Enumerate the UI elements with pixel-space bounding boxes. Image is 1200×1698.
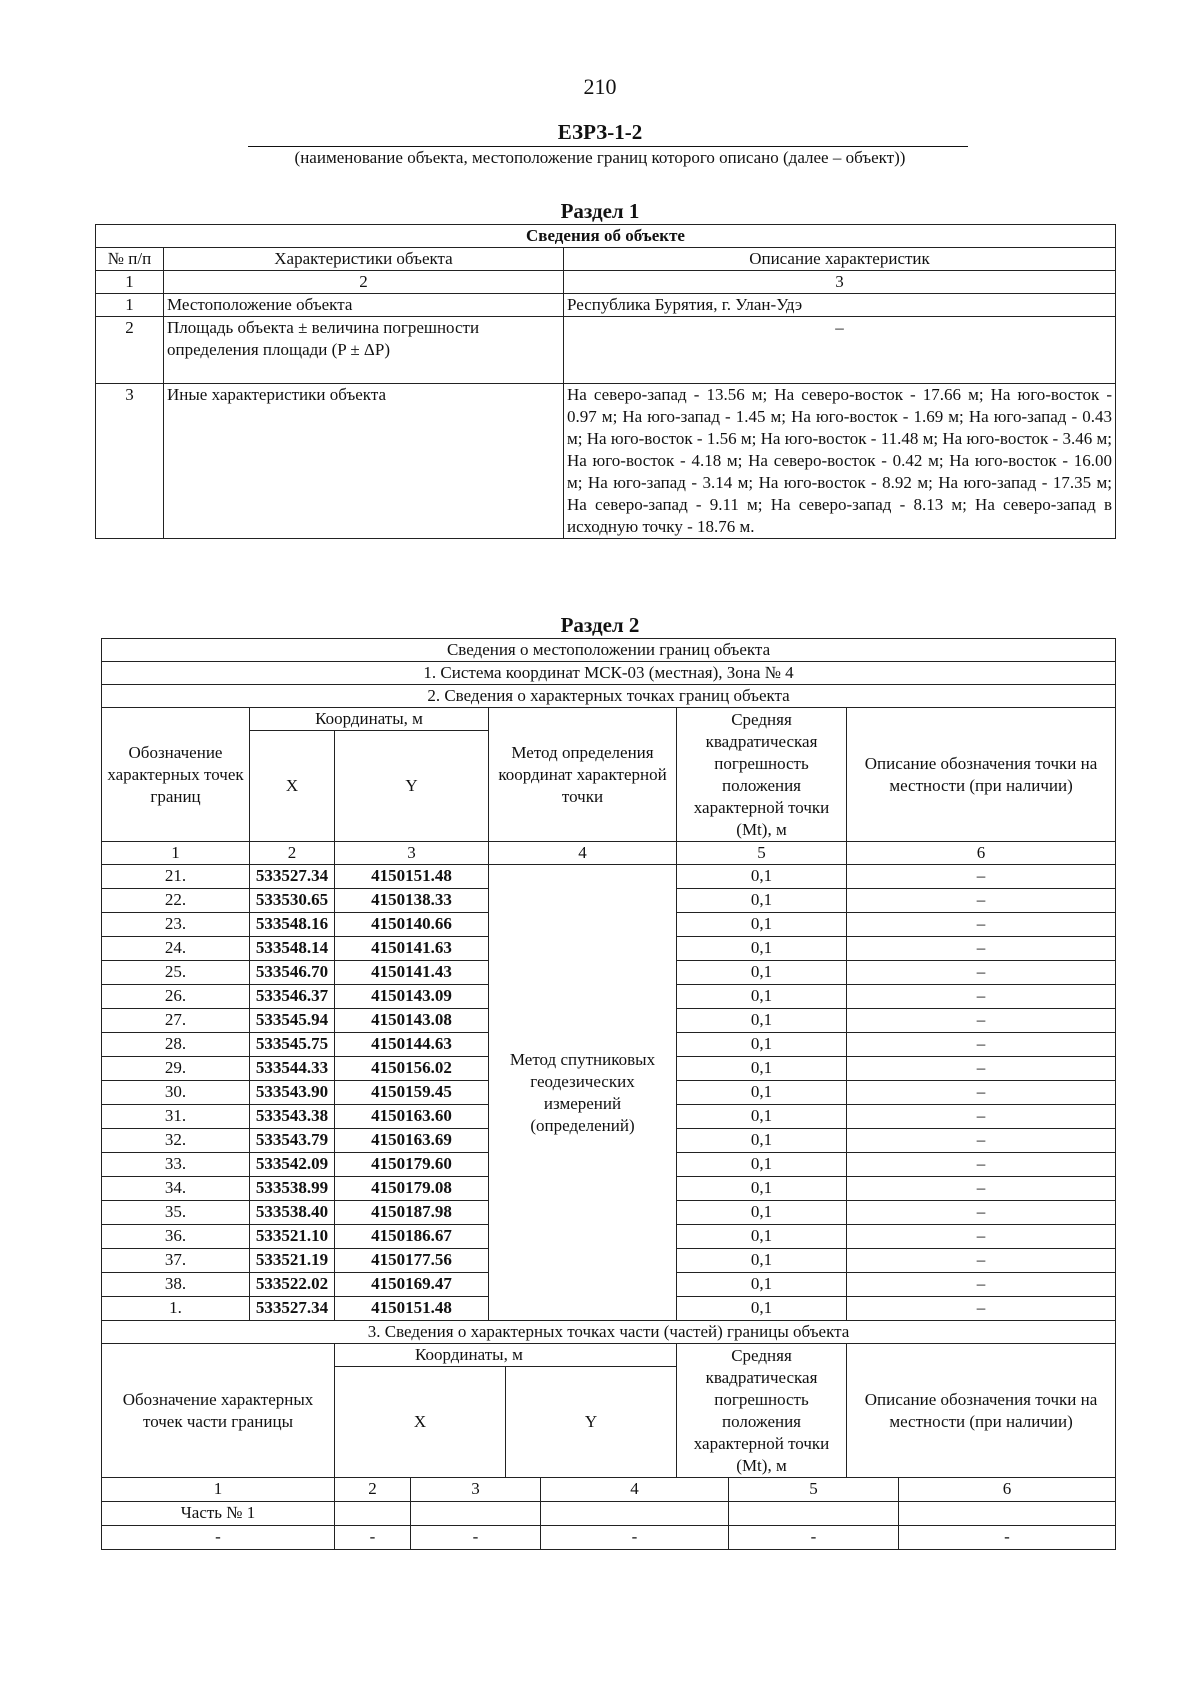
point-id: 29.: [102, 1057, 250, 1081]
col-number: 2: [250, 842, 335, 865]
header-point: Обозначение характерных точек границ: [102, 708, 250, 842]
part-cell: -: [899, 1526, 1116, 1550]
point-desc: –: [847, 1153, 1116, 1177]
point-id: 35.: [102, 1201, 250, 1225]
point-desc: –: [847, 985, 1116, 1009]
col-number: 5: [729, 1478, 899, 1502]
caption-rule: [248, 146, 968, 147]
point-mt: 0,1: [677, 1105, 847, 1129]
point-desc: –: [847, 961, 1116, 985]
row-number: 3: [96, 384, 164, 539]
col-number: 5: [677, 842, 847, 865]
point-y: 4150140.66: [335, 913, 489, 937]
col-number: 2: [335, 1478, 411, 1502]
col-number: 2: [164, 271, 564, 294]
point-mt: 0,1: [677, 1081, 847, 1105]
point-id: 30.: [102, 1081, 250, 1105]
empty-cell: [411, 1502, 541, 1526]
point-id: 26.: [102, 985, 250, 1009]
header-description: Описание характеристик: [564, 248, 1116, 271]
page-number: 210: [583, 74, 617, 99]
col-number: 1: [102, 842, 250, 865]
table-row: [102, 1526, 1116, 1550]
header-method: Метод определения координат характерной точки: [489, 708, 677, 842]
boundary-points-table: [101, 638, 1116, 1478]
row-description: –: [564, 317, 1116, 384]
point-mt: 0,1: [677, 1057, 847, 1081]
point-id: 34.: [102, 1177, 250, 1201]
point-y: 4150187.98: [335, 1201, 489, 1225]
row-description: Республика Бурятия, г. Улан-Удэ: [564, 294, 1116, 317]
point-y: 4150179.60: [335, 1153, 489, 1177]
point-x: 533538.40: [250, 1201, 335, 1225]
point-mt: 0,1: [677, 1249, 847, 1273]
point-id: 36.: [102, 1225, 250, 1249]
part-cell: -: [335, 1526, 411, 1550]
point-mt: 0,1: [677, 1033, 847, 1057]
point-desc: –: [847, 865, 1116, 889]
object-info-table: [95, 224, 1116, 539]
col-number: 6: [847, 842, 1116, 865]
point-mt: 0,1: [677, 1273, 847, 1297]
point-desc: –: [847, 1225, 1116, 1249]
point-x: 533543.38: [250, 1105, 335, 1129]
point-y: 4150156.02: [335, 1057, 489, 1081]
point-mt: 0,1: [677, 1177, 847, 1201]
point-y: 4150177.56: [335, 1249, 489, 1273]
object-info-title: Сведения об объекте: [96, 225, 1116, 248]
parts-header-desc: Описание обозначения точки на местности (при наличии): [847, 1344, 1116, 1478]
empty-cell: [729, 1502, 899, 1526]
table-row: [96, 317, 1116, 384]
point-id: 38.: [102, 1273, 250, 1297]
row-description: На северо-запад - 13.56 м; На северо-восток - 17.66 м; На юго-восток - 0.97 м; На юго-запад - 1.45 м; На юго-восток - 1.69 м; На юго-запад - 0.43 м; На юго-восток - 1.56 м; На юго-восток - 11.48 м; На юго-восток - 3.46 м; На юго-восток - 4.18 м; На северо-восток - 0.42 м; На юго-восток - 16.00 м; На юго-запад - 3.14 м; На юго-восток - 8.92 м; На юго-запад - 17.35 м; На северо-запад - 9.11 м; На северо-запад - 8.13 м; На северо-запад в исходную точку - 18.76 м.: [564, 384, 1116, 539]
point-y: 4150179.08: [335, 1177, 489, 1201]
point-y: 4150141.43: [335, 961, 489, 985]
point-mt: 0,1: [677, 937, 847, 961]
point-desc: –: [847, 1201, 1116, 1225]
point-id: 1.: [102, 1297, 250, 1321]
point-y: 4150163.60: [335, 1105, 489, 1129]
method-value: Метод спутниковых геодезических измерений (определений): [489, 865, 677, 1321]
point-desc: –: [847, 1273, 1116, 1297]
row-number: 1: [96, 294, 164, 317]
point-mt: 0,1: [677, 961, 847, 985]
point-id: 22.: [102, 889, 250, 913]
part-cell: -: [729, 1526, 899, 1550]
col-number: 1: [102, 1478, 335, 1502]
point-x: 533548.16: [250, 913, 335, 937]
table-row: [96, 294, 1116, 317]
document-code: ЕЗРЗ-1-2: [557, 120, 643, 144]
point-x: 533546.70: [250, 961, 335, 985]
col-number: 1: [96, 271, 164, 294]
point-desc: –: [847, 1177, 1116, 1201]
point-y: 4150143.09: [335, 985, 489, 1009]
col-number: 6: [899, 1478, 1116, 1502]
point-y: 4150159.45: [335, 1081, 489, 1105]
parts-header-coords: Координаты, м: [335, 1344, 677, 1367]
point-id: 31.: [102, 1105, 250, 1129]
point-x: 533542.09: [250, 1153, 335, 1177]
point-x: 533546.37: [250, 985, 335, 1009]
row-characteristic: Местоположение объекта: [164, 294, 564, 317]
point-mt: 0,1: [677, 865, 847, 889]
point-x: 533543.79: [250, 1129, 335, 1153]
point-id: 27.: [102, 1009, 250, 1033]
point-mt: 0,1: [677, 1297, 847, 1321]
header-number: № п/п: [96, 248, 164, 271]
empty-cell: [541, 1502, 729, 1526]
table-row: [102, 865, 1116, 889]
point-y: 4150163.69: [335, 1129, 489, 1153]
point-mt: 0,1: [677, 1129, 847, 1153]
header-x: X: [250, 731, 335, 842]
parts-coords-cell: [335, 1367, 677, 1478]
point-mt: 0,1: [677, 1225, 847, 1249]
point-desc: –: [847, 889, 1116, 913]
table-row: [96, 384, 1116, 539]
point-id: 25.: [102, 961, 250, 985]
col-number: 3: [411, 1478, 541, 1502]
point-id: 21.: [102, 865, 250, 889]
point-id: 24.: [102, 937, 250, 961]
point-x: 533543.90: [250, 1081, 335, 1105]
col-number: 3: [564, 271, 1116, 294]
point-y: 4150169.47: [335, 1273, 489, 1297]
parts-coords-subtable: [335, 1367, 676, 1477]
col-number: 3: [335, 842, 489, 865]
point-x: 533530.65: [250, 889, 335, 913]
point-y: 4150143.08: [335, 1009, 489, 1033]
boundary-table-title: Сведения о местоположении границ объекта: [102, 639, 1116, 662]
part-cell: -: [102, 1526, 335, 1550]
document-caption: (наименование объекта, местоположение границ которого описано (далее – объект)): [294, 148, 906, 167]
section1-title: Раздел 1: [560, 199, 640, 223]
point-x: 533527.34: [250, 865, 335, 889]
point-y: 4150141.63: [335, 937, 489, 961]
point-y: 4150138.33: [335, 889, 489, 913]
parts-subtitle: 3. Сведения о характерных точках части (частей) границы объекта: [102, 1321, 1116, 1344]
parts-points-table: [101, 1477, 1116, 1550]
part-cell: -: [541, 1526, 729, 1550]
col-number: 4: [489, 842, 677, 865]
header-characteristic: Характеристики объекта: [164, 248, 564, 271]
table-row: [102, 1502, 1116, 1526]
point-mt: 0,1: [677, 889, 847, 913]
point-y: 4150186.67: [335, 1225, 489, 1249]
point-x: 533522.02: [250, 1273, 335, 1297]
point-x: 533527.34: [250, 1297, 335, 1321]
part-cell: -: [411, 1526, 541, 1550]
header-y: Y: [335, 731, 489, 842]
point-id: 33.: [102, 1153, 250, 1177]
header-coords: Координаты, м: [250, 708, 489, 731]
row-characteristic: Площадь объекта ± величина погрешности определения площади (P ± ΔP): [164, 317, 564, 384]
point-x: 533544.33: [250, 1057, 335, 1081]
point-mt: 0,1: [677, 985, 847, 1009]
header-error: Средняя квадратическая погрешность положения характерной точки (Mt), м: [677, 708, 847, 842]
point-mt: 0,1: [677, 1153, 847, 1177]
point-x: 533548.14: [250, 937, 335, 961]
parts-header-x: X: [335, 1367, 506, 1477]
point-id: 23.: [102, 913, 250, 937]
point-desc: –: [847, 913, 1116, 937]
point-x: 533545.94: [250, 1009, 335, 1033]
point-x: 533521.10: [250, 1225, 335, 1249]
empty-cell: [899, 1502, 1116, 1526]
point-desc: –: [847, 1249, 1116, 1273]
point-desc: –: [847, 1105, 1116, 1129]
point-desc: –: [847, 937, 1116, 961]
parts-header-error: Средняя квадратическая погрешность положения характерной точки (Mt), м: [677, 1344, 847, 1478]
row-characteristic: Иные характеристики объекта: [164, 384, 564, 539]
header-desc: Описание обозначения точки на местности (при наличии): [847, 708, 1116, 842]
empty-cell: [335, 1502, 411, 1526]
section2-title: Раздел 2: [560, 613, 640, 637]
point-desc: –: [847, 1033, 1116, 1057]
row-number: 2: [96, 317, 164, 384]
point-y: 4150144.63: [335, 1033, 489, 1057]
point-desc: –: [847, 1009, 1116, 1033]
point-id: 32.: [102, 1129, 250, 1153]
col-number: 4: [541, 1478, 729, 1502]
part-label: Часть № 1: [102, 1502, 335, 1526]
point-mt: 0,1: [677, 1009, 847, 1033]
parts-header-point: Обозначение характерных точек части границы: [102, 1344, 335, 1478]
point-mt: 0,1: [677, 913, 847, 937]
point-id: 28.: [102, 1033, 250, 1057]
point-mt: 0,1: [677, 1201, 847, 1225]
point-y: 4150151.48: [335, 865, 489, 889]
point-desc: –: [847, 1057, 1116, 1081]
point-y: 4150151.48: [335, 1297, 489, 1321]
point-x: 533545.75: [250, 1033, 335, 1057]
points-subtitle: 2. Сведения о характерных точках границ объекта: [102, 685, 1116, 708]
coordinate-system: 1. Система координат МСК-03 (местная), Зона № 4: [102, 662, 1116, 685]
point-id: 37.: [102, 1249, 250, 1273]
point-x: 533521.19: [250, 1249, 335, 1273]
point-desc: –: [847, 1297, 1116, 1321]
point-x: 533538.99: [250, 1177, 335, 1201]
point-desc: –: [847, 1081, 1116, 1105]
parts-header-y: Y: [584, 1412, 598, 1431]
point-desc: –: [847, 1129, 1116, 1153]
